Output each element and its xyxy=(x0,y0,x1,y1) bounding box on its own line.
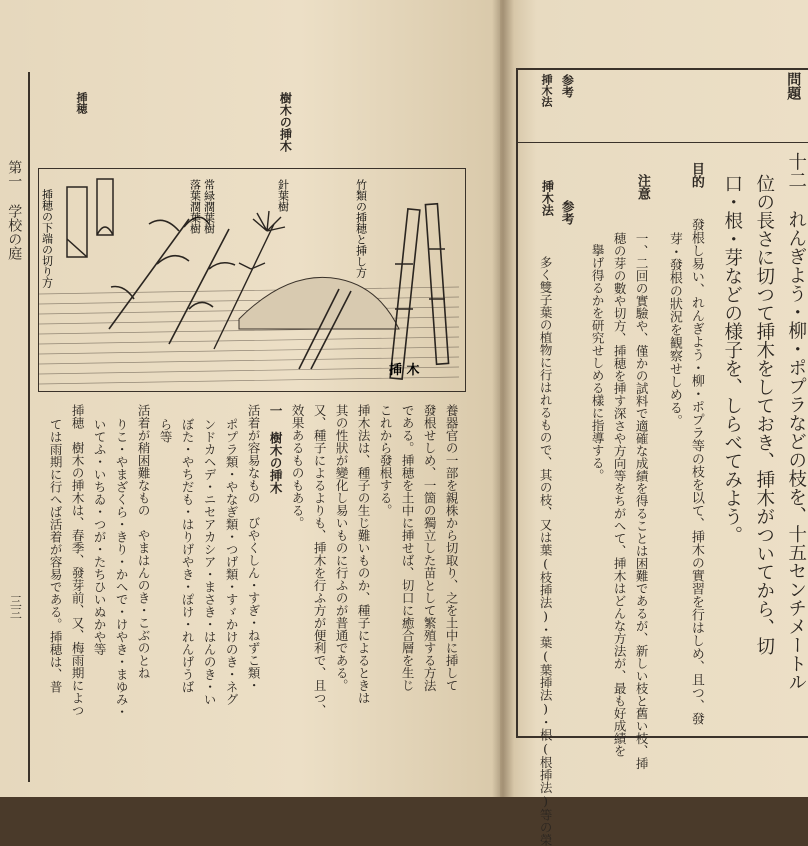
problem-col-1: 十二 れんぎよう・柳・ポプラなどの枝を、十五センチメートル xyxy=(785,152,807,691)
label-mokuteki: 目的 xyxy=(688,162,704,188)
left-col-3: である。挿穂を土中に挿せば、切口に癒合層を生じ xyxy=(400,404,416,692)
soil-mound xyxy=(239,277,399,329)
label-sanko: 参考 xyxy=(560,200,576,225)
left-col-19: ては雨期に行へば活着が容易である。揷穂は、普 xyxy=(48,418,64,693)
right-mid-rule xyxy=(516,142,808,143)
book-gutter xyxy=(492,0,514,797)
left-col-13: ぼた・やちだも・はりげやき・ぽけ・れんげうば xyxy=(180,418,196,693)
left-col-4: これから發根する。 xyxy=(378,404,394,517)
top-label-sashiho: 揷穂 xyxy=(74,92,88,114)
section-heading-tree-cuttings: 一 樹木の挿木 xyxy=(268,404,284,494)
figure-frame xyxy=(38,168,466,392)
left-col-10: 活着が容易なもの びやくしん・すぎ・ねずこ類・ xyxy=(246,404,262,692)
label-conifer: 針葉樹 xyxy=(276,179,290,212)
heading-mondai: 問題 xyxy=(785,72,802,100)
label-sashikiho: 挿木法 xyxy=(540,180,555,216)
label-chui: 注意 xyxy=(634,174,650,200)
problem-col-3: 口・根・芽などの様子を、しらべてみよう。 xyxy=(721,174,743,544)
margin-chapter-title: 第一 学校の庭 xyxy=(6,160,23,260)
label-sanko-top: 参考 xyxy=(560,74,575,98)
left-col-16: りこ・やまざくら・きり・かへで・けやき・まゆみ・ xyxy=(114,418,130,718)
problem-col-2: 位の長さに切つて挿木をしておき、挿木がついてから、切 xyxy=(753,174,775,655)
label-bamboo: 竹類の揷穂と挿し方 xyxy=(354,179,368,278)
left-col-6: 其の性狀が變化し易いものに行ふのが普通である。 xyxy=(334,404,350,692)
left-col-2: 發根せしめ、一箇の獨立した苗として繁殖する方法 xyxy=(422,404,438,692)
label-cutting-method: 揷穂の下端の切り方 xyxy=(40,189,54,288)
top-label-sashiki: 樹木の挿木 xyxy=(278,92,293,152)
cutting-end-diagrams xyxy=(67,179,113,257)
left-col-12: ンドカヘデ・ニセアカシア・まさき・はんのき・い xyxy=(202,418,218,706)
left-col-17: いてふ・いちゐ・つが・たちひいぬかや等 xyxy=(92,418,108,656)
left-col-8: 效果あるものもある。 xyxy=(290,404,306,529)
figure-caption: 揷 木 xyxy=(389,363,420,378)
left-col-14: ら等 xyxy=(158,418,174,443)
left-col-7: 又、種子によるよりも、挿木を行ふ方が便利で、且つ、 xyxy=(312,404,328,717)
purpose-col-2: 芽・發根の狀況を観察せしめる。 xyxy=(666,232,682,427)
label-sashikiho-top: 挿木法 xyxy=(539,74,553,107)
notes-col-3: 擧げ得るかを研究せしめる樣に指導する。 xyxy=(590,244,606,482)
label-evergreen: 常緑濶葉樹 xyxy=(202,179,216,234)
page-number: 三三 xyxy=(8,595,23,619)
left-col-15: 活着が稍困難なもの やまはんのき・こぶのとね xyxy=(136,404,152,679)
left-col-5: 挿木法は、種子の生じ難いものか、種子によるときは xyxy=(356,404,372,704)
ref-col-1: 多く雙子葉の植物に行はれるもので、其の枝、又は葉(枝揷法)・葉(葉揷法)・根(根揷法)等の榮 xyxy=(538,256,554,846)
left-col-1: 養器官の一部を親株から切取り、之を土中に揷して xyxy=(444,404,460,692)
cutting-illustration xyxy=(39,169,465,391)
label-deciduous: 落葉濶葉樹 xyxy=(188,179,202,234)
left-col-18: 揷穂 樹木の挿木は、春季、發芽前、又、梅雨期によつ xyxy=(70,404,86,717)
notes-col-2: 穂の芽の數や切方、揷穂を挿す深さや方向等をちがへて、挿木はどんな方法が、最も好成績を xyxy=(612,232,628,757)
right-left-rule xyxy=(516,68,518,738)
right-top-rule xyxy=(516,68,808,70)
notes-col-1: 一、二回の實驗や、僅かの試料で適確な成績を得ることは困難であるが、新しい枝と舊い枝、揷 xyxy=(634,232,650,770)
left-col-11: ポプラ類・やなぎ類・つげ類・すゞかけのき・ネグ xyxy=(224,418,240,706)
purpose-col-1: 發根し易い、れんぎよう・柳・ポプラ等の枝を以て、挿木の實習を行はしめ、且つ、發 xyxy=(688,218,704,725)
right-bottom-rule xyxy=(516,736,808,738)
left-margin-rule xyxy=(28,72,30,782)
